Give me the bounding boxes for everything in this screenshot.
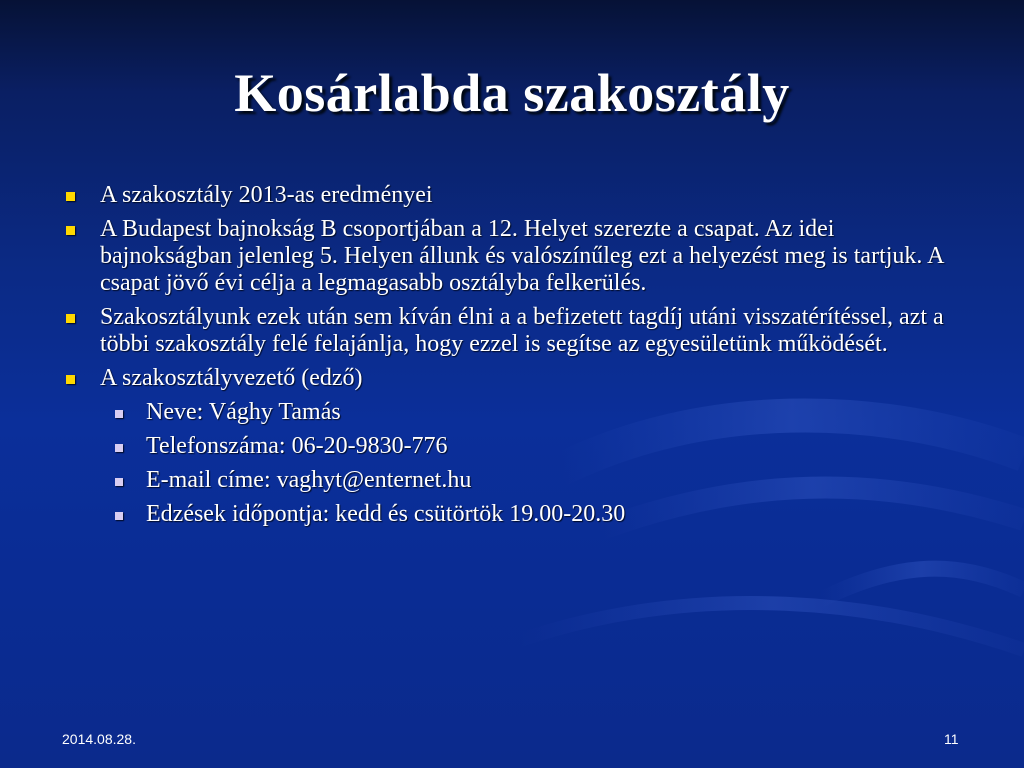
slide-number: 11 — [944, 731, 959, 747]
bullet-item — [60, 365, 960, 392]
bullet-item — [60, 304, 960, 358]
square-sub-bullet-icon — [115, 478, 123, 486]
square-bullet-icon — [66, 375, 75, 384]
bullet-text: A szakosztály 2013-as eredményei — [100, 182, 433, 208]
sub-bullet-text: Telefonszáma: 06-20-9830-776 — [146, 433, 448, 459]
bullet-list — [60, 182, 960, 535]
bullet-text: Szakosztályunk ezek után sem kíván élni a a befizetett tagdíj utáni visszatérítéssel, azt a többi szakosztály felé felajánlja, hogy ezzel is segítse az egyesületünk működését. — [100, 304, 944, 357]
sub-bullet-item — [60, 399, 960, 426]
square-sub-bullet-icon — [115, 410, 123, 418]
sub-bullet-item — [60, 467, 960, 494]
sub-bullet-item — [60, 433, 960, 460]
footer-date: 2014.08.28. — [62, 731, 136, 747]
square-bullet-icon — [66, 314, 75, 323]
slide-title: Kosárlabda szakosztály — [234, 63, 790, 123]
square-bullet-icon — [66, 192, 75, 201]
sub-bullet-text: Neve: Vághy Tamás — [146, 399, 341, 425]
sub-bullet-item — [60, 501, 960, 528]
square-sub-bullet-icon — [115, 512, 123, 520]
bullet-text: A Budapest bajnokság B csoportjában a 12. Helyet szerezte a csapat. Az idei bajnokságban jelenleg 5. Helyen állunk és valószínűleg ezt a helyezést meg is tartjuk. A csapat jövő évi célja a legmagasabb osztályba felkerülés. — [100, 216, 944, 296]
bullet-item — [60, 216, 960, 297]
bullet-item — [60, 182, 960, 209]
square-bullet-icon — [66, 226, 75, 235]
sub-bullet-text: E-mail címe: vaghyt@enternet.hu — [146, 467, 472, 493]
square-sub-bullet-icon — [115, 444, 123, 452]
bullet-text: A szakosztályvezető (edző) — [100, 365, 363, 391]
sub-bullet-text: Edzések időpontja: kedd és csütörtök 19.00-20.30 — [146, 501, 626, 527]
